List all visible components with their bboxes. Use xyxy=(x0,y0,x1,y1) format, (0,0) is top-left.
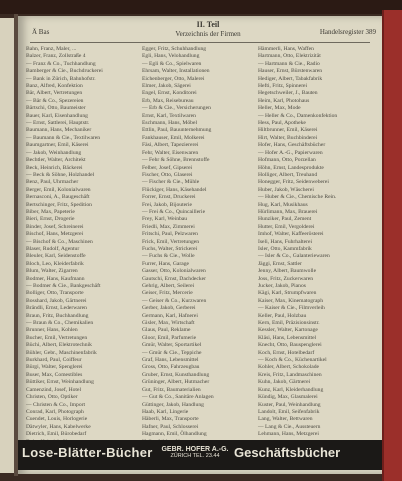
header-subtitle: Verzeichnis der Firmen xyxy=(175,30,241,38)
directory-entry: Grüninger, Albert, Hutmacher xyxy=(142,379,210,386)
directory-entry: Bärtschi, Otto, Baumeister xyxy=(26,105,86,112)
directory-entry: Knecht, Otto, Bauspenglerei xyxy=(258,342,322,349)
directory-entry: Eschmann, Hans, Möbel xyxy=(142,120,197,127)
directory-entry: Hug, Karl, Musikhaus xyxy=(258,201,308,208)
directory-entry: Fäsi, Albert, Tapeziererei xyxy=(142,142,199,149)
directory-entry: Brunner, Hans, Kohlen xyxy=(26,327,78,334)
directory-entry: Fankhauser, Emil, Molkerei xyxy=(142,134,205,141)
directory-entry: Jucker, Jakob, Pianos xyxy=(258,283,306,289)
directory-entry: Kohler, Albert, Schokolade xyxy=(258,364,319,371)
banner-left-text: Lose-Blätter-Bücher xyxy=(22,445,153,460)
directory-entry: Camenzind, Josef, Hotel xyxy=(26,386,81,393)
directory-entry: Büchi, Albert, Elektrotechnik xyxy=(26,342,92,349)
directory-entry: — Erb & Cie., Versicherungen xyxy=(142,105,211,112)
directory-entry: — Fischer & Cie., Mühle xyxy=(142,179,200,186)
banner-right-text: Geschäftsbücher xyxy=(234,445,341,460)
directory-entry: Graf, Hans, Lebensmittel xyxy=(142,357,199,364)
directory-entry: — Huber & Cie., Chemische Rein. xyxy=(258,194,337,201)
directory-entry: Heim, Karl, Photohaus xyxy=(258,97,310,104)
directory-entry: Keller, Paul, Holzbau xyxy=(258,312,307,319)
directory-entry: Bauer, Karl, Eisenhandlung xyxy=(26,112,88,119)
directory-entry: Hartmann, Otto, Elektrizität xyxy=(258,53,321,60)
directory-entry: — Geiser & Co., Kurzwaren xyxy=(142,297,207,304)
directory-entry: — Hartmann & Cie., Radio xyxy=(258,60,320,67)
directory-entry: Erb, Max, Reisebureau xyxy=(142,97,194,104)
directory-entry: Gut, Fritz, Baumaterialien xyxy=(142,386,201,393)
directory-entry: Hagmann, Emil, Ölhandlung xyxy=(142,431,207,438)
directory-entry: — Baumann & Cie., Textilwaren xyxy=(26,134,101,141)
directory-entry: — Ernst, Sattlerei, Hauptstr. xyxy=(26,120,90,127)
directory-entry: Hürlimann, Max, Brauerei xyxy=(258,208,318,215)
directory-entry: Hiltbrunner, Emil, Käserei xyxy=(258,127,318,134)
directory-entry: — Hofer A.-G., Papierwaren xyxy=(258,149,323,156)
directory-entry: Frei, Jakob, Bijouterie xyxy=(142,201,193,208)
directory-entry: Biber, Max, Papeterie xyxy=(26,208,75,215)
directory-entry: Ettlin, Paul, Bauunternehmung xyxy=(142,127,212,134)
directory-entry: Blaser, Rudolf, Agentur xyxy=(26,245,80,252)
directory-entry: Dätwyler, Hans, Kabelwerke xyxy=(26,423,91,430)
banner-company-name: GEBR. HOFER A.-G. xyxy=(161,446,229,453)
directory-entry: Kuhn, Jakob, Gärtnerei xyxy=(258,379,311,386)
directory-entry: Imhof, Walter, Kaffeerösterei xyxy=(258,231,324,238)
directory-entry: Kunz, Karl, Kleiderhandlung xyxy=(258,386,324,393)
directory-entry: Kaiser, Max, Kinematograph xyxy=(258,297,324,304)
directory-entry: Brändli, Ernst, Lederwaren xyxy=(26,305,87,312)
part-title: II. Teil xyxy=(196,20,220,29)
directory-entry: Flückiger, Hans, Käsehandel xyxy=(142,186,207,193)
directory-entry: Frey, Karl, Weinbau xyxy=(142,216,188,223)
directory-entry: Gross, Otto, Fahrzeugbau xyxy=(142,364,200,371)
header-rule xyxy=(30,42,370,43)
directory-entry: Blum, Walter, Zigarren xyxy=(26,268,78,275)
directory-entry: Holliger, Albert, Treuhand xyxy=(258,171,318,178)
directory-entry: Bühler, Gebr., Maschinenfabrik xyxy=(26,349,97,356)
directory-entry: Gloor, Emil, Parfumerie xyxy=(142,334,197,341)
directory-entry: Buser, Max, Comestibles xyxy=(26,371,83,378)
directory-entry: Elmer, Jakob, Sägerei xyxy=(142,83,191,90)
directory-entry: Höhn, Ernst, Landesprodukte xyxy=(258,164,324,171)
directory-entry: Hess, Paul, Apotheke xyxy=(258,120,306,127)
book-cover-edge xyxy=(382,10,402,481)
directory-entry: Jenny, Albert, Baumwolle xyxy=(258,268,317,275)
directory-entry: Isler, Otto, Kammfabrik xyxy=(258,245,312,252)
directory-entry: — Lang & Cie., Aussteuern xyxy=(258,423,321,430)
directory-entry: — Bischof & Co., Maschinen xyxy=(26,238,93,245)
directory-entry: Egger, Fritz, Schuhhandlung xyxy=(142,46,207,52)
directory-entry: Kläsi, Hans, Lebensmittel xyxy=(258,334,317,341)
directory-entry: Fuchs, Walter, Strickerei xyxy=(142,245,198,252)
directory-entry: Bleuler, Karl, Seidenstoffe xyxy=(26,253,86,260)
directory-entry: Fischer, Otto, Glaserei xyxy=(142,171,193,178)
directory-entry: Bär, Albert, Vertretungen xyxy=(26,90,83,97)
directory-entry: Berger, Emil, Kolonialwaren xyxy=(26,186,91,193)
entry-column-3 xyxy=(258,46,374,436)
directory-entry: — Bodmer & Cie., Bankgeschäft xyxy=(26,283,101,289)
directory-entry: Hafner, Paul, Schlosserei xyxy=(142,423,199,430)
directory-entry: Bamberger & Cie., Buchdruckerei xyxy=(26,68,103,75)
directory-entry: Furrer, Hans, Garage xyxy=(142,260,189,267)
directory-entry: Germann, Karl, Hafnerei xyxy=(142,312,198,319)
directory-entry: Kreis, Fritz, Landmaschinen xyxy=(258,371,322,378)
directory-entry: Cuendet, Louis, Horlogerie xyxy=(26,416,88,423)
directory-entry: — Isler & Co., Galanteriewaren xyxy=(258,253,330,260)
directory-entry: Gmür, Walter, Sportartikel xyxy=(142,342,202,349)
directory-entry: Ehrsam, Walter, Installationen xyxy=(142,68,210,75)
directory-entry: Kuster, Paul, Weinhandlung xyxy=(258,401,321,408)
directory-entry: Lehmann, Hans, Metzgerei xyxy=(258,431,319,438)
directory-entry: Gasser, Otto, Kolonialwaren xyxy=(142,268,206,275)
book-top-edge xyxy=(0,0,400,14)
directory-entry: Gehrig, Albert, Seilerei xyxy=(142,283,195,289)
directory-entry: Gisler, Max, Wirtschaft xyxy=(142,320,195,327)
directory-entry: — Bank in Zürich, Bahnhofstr. xyxy=(26,75,96,82)
directory-entry: Hunziker, Paul, Zement xyxy=(258,216,312,223)
directory-entry: — Beck & Söhne, Holzhandel xyxy=(26,171,95,178)
directory-entry: — Fuchs & Cie., Wolle xyxy=(142,253,195,260)
directory-entry: Hirt, Walter, Buchbinderei xyxy=(258,134,318,141)
directory-entry: — Franz & Co., Tuchhandlung xyxy=(26,60,96,67)
directory-entry: Heller, Max, Mode xyxy=(258,105,301,112)
banner-company xyxy=(160,446,230,460)
page-header xyxy=(28,19,378,41)
directory-entry: Bischof, Hans, Metzgerei xyxy=(26,231,84,238)
advertisement-banner xyxy=(18,440,382,470)
directory-entry: Huber, Jakob, Wäscherei xyxy=(258,186,314,193)
directory-entry: Hofmann, Otto, Porzellan xyxy=(258,157,316,164)
directory-entry: Bucher, Emil, Vertretungen xyxy=(26,334,88,341)
directory-entry: Joss, Fritz, Zuckerwaren xyxy=(258,275,313,282)
directory-entry: — Braun & Co., Chemikalien xyxy=(26,320,94,327)
directory-entry: — Bär & Co., Spezereien xyxy=(26,97,84,104)
directory-entry: — Jakob, Weinhandlung xyxy=(26,149,82,156)
directory-entry: — Gmür & Cie., Teppiche xyxy=(142,349,202,356)
directory-entry: Büttiker, Ernst, Weinhandlung xyxy=(26,379,94,386)
directory-entry: — Christen & Co., Import xyxy=(26,401,86,408)
directory-entry: Kägi, Karl, Strumpfwaren xyxy=(258,290,317,297)
directory-entry: Güttinger, Jakob, Handlung xyxy=(142,401,204,408)
directory-entry: Bürgi, Walter, Spenglerei xyxy=(26,364,83,371)
directory-entry: Kern, Emil, Präzisionsinstr. xyxy=(258,320,320,327)
directory-entry: Hediger, Albert, Tabakfabrik xyxy=(258,75,323,82)
directory-entry: Hauser, Ernst, Bürstenwaren xyxy=(258,68,323,75)
directory-entry: Ernst, Karl, Textilwaren xyxy=(142,112,196,119)
directory-entry: Balzer, Franz, Zollstraße 4 xyxy=(26,53,86,60)
directory-entry: Conrad, Karl, Photograph xyxy=(26,408,84,415)
directory-entry: — Kaiser & Cie., Filmverleih xyxy=(258,305,325,312)
directory-entry: Friedli, Max, Zimmerei xyxy=(142,223,195,230)
directory-entry: Hefti, Fritz, Spinnerei xyxy=(258,83,308,90)
directory-entry: Eichenberger, Otto, Malerei xyxy=(142,75,205,82)
directory-entry: Engel, Ernst, Konditorei xyxy=(142,90,197,97)
directory-entry: Banz, Alfred, Konfektion xyxy=(26,83,83,90)
directory-entry: Bahn, Franz, Maler, ... xyxy=(26,46,77,52)
directory-entry: Bernasconi, A., Baugeschäft xyxy=(26,194,90,201)
directory-entry: Landolt, Emil, Seifenfabrik xyxy=(258,408,320,415)
directory-entry: Bloch, Leo, Kleiderfabrik xyxy=(26,260,84,267)
directory-entry: — Gut & Co., Sanitäre Anlagen xyxy=(142,394,214,401)
directory-entry: — Fehr & Söhne, Brennstoffe xyxy=(142,157,210,164)
directory-entry: Forrer, Ernst, Druckerei xyxy=(142,194,196,201)
directory-entry: Fehr, Walter, Eisenwaren xyxy=(142,149,199,156)
directory-entry: Bosshard, Jakob, Gärtnerei xyxy=(26,297,87,304)
left-page-edge xyxy=(0,18,15,473)
directory-entry: Bodmer, Hans, Kaufmann xyxy=(26,275,85,282)
entry-column-2 xyxy=(142,46,250,436)
directory-entry: — Heller & Co., Damenkonfektion xyxy=(258,112,338,119)
directory-entry: Honegger, Fritz, Seidenweberei xyxy=(258,179,329,186)
directory-entry: Kündig, Max, Glasmalerei xyxy=(258,394,318,401)
directory-entry: Frick, Emil, Vertretungen xyxy=(142,238,200,245)
directory-entry: — Koch & Co., Küchenartikel xyxy=(258,357,327,364)
directory-entry: Geiser, Fritz, Mercerie xyxy=(142,290,193,297)
directory-entry: Hutter, Emil, Vergolderei xyxy=(258,223,315,230)
directory-entry: Koch, Ernst, Hotelbedarf xyxy=(258,349,315,356)
directory-entry: Gautschi, Ernst, Dachdecker xyxy=(142,275,206,282)
directory-entry: Bechtler, Walter, Architekt xyxy=(26,157,86,164)
directory-entry: Egli, Hans, Velohandlung xyxy=(142,53,200,60)
directory-entry: Bertschinger, Fritz, Spedition xyxy=(26,201,92,208)
directory-entry: Glaus, Paul, Reklame xyxy=(142,327,191,334)
directory-entry: Dietrich, Emil, Bürobedarf xyxy=(26,431,87,438)
directory-entry: Baumann, Hans, Mechaniker xyxy=(26,127,92,134)
page-number: Handelsregister 389 xyxy=(319,28,376,36)
directory-page xyxy=(18,16,382,474)
directory-entry: Hegetschweiler, J., Bauten xyxy=(258,90,318,97)
directory-entry: Gruber, Ernst, Kunsthandlung xyxy=(142,371,210,378)
directory-entry: Braun, Fritz, Buchhandlung xyxy=(26,312,89,319)
directory-entry: Christen, Otto, Optiker xyxy=(26,394,78,401)
directory-entry: Jäggi, Ernst, Sattler xyxy=(258,260,302,267)
directory-entry: Kessler, Walter, Kartonage xyxy=(258,327,318,334)
directory-entry: Gerber, Jakob, Gerberei xyxy=(142,305,196,312)
directory-entry: Binder, Josef, Schreinerei xyxy=(26,223,84,230)
directory-entry: Lang, Walter, Bettwaren xyxy=(258,416,313,423)
directory-entry: Haab, Karl, Lingerie xyxy=(142,408,189,415)
entry-column-1 xyxy=(26,46,134,436)
directory-entry: Fritschi, Paul, Pelzwaren xyxy=(142,231,198,238)
header-left: Ä Bas xyxy=(32,28,50,36)
directory-entry: — Frei & Co., Quincaillerie xyxy=(142,208,206,215)
directory-entry: Beck, Heinrich, Bäckerei xyxy=(26,164,83,171)
directory-entry: Baumgartner, Emil, Käserei xyxy=(26,142,89,149)
directory-entry: Felber, Josef, Gipserei xyxy=(142,164,193,171)
directory-entry: Hofer, Hans, Geschäftsbücher xyxy=(258,142,326,149)
directory-entry: Hämmerli, Hans, Waffen xyxy=(258,46,314,52)
directory-entry: Bolliger, Otto, Transporte xyxy=(26,290,84,297)
directory-entry: Burkhard, Paul, Coiffeur xyxy=(26,357,82,364)
directory-entry: Benz, Paul, Uhrmacher xyxy=(26,179,79,186)
directory-entry: Häberli, Max, Transporte xyxy=(142,416,199,423)
directory-entry: — Egli & Co., Spielwaren xyxy=(142,60,202,67)
banner-company-address: ZÜRICH TEL. 23.44 xyxy=(170,453,220,459)
directory-entry: Bieri, Ernst, Drogerie xyxy=(26,216,75,223)
directory-entry: Iseli, Hans, Fuhrhalterei xyxy=(258,238,313,245)
